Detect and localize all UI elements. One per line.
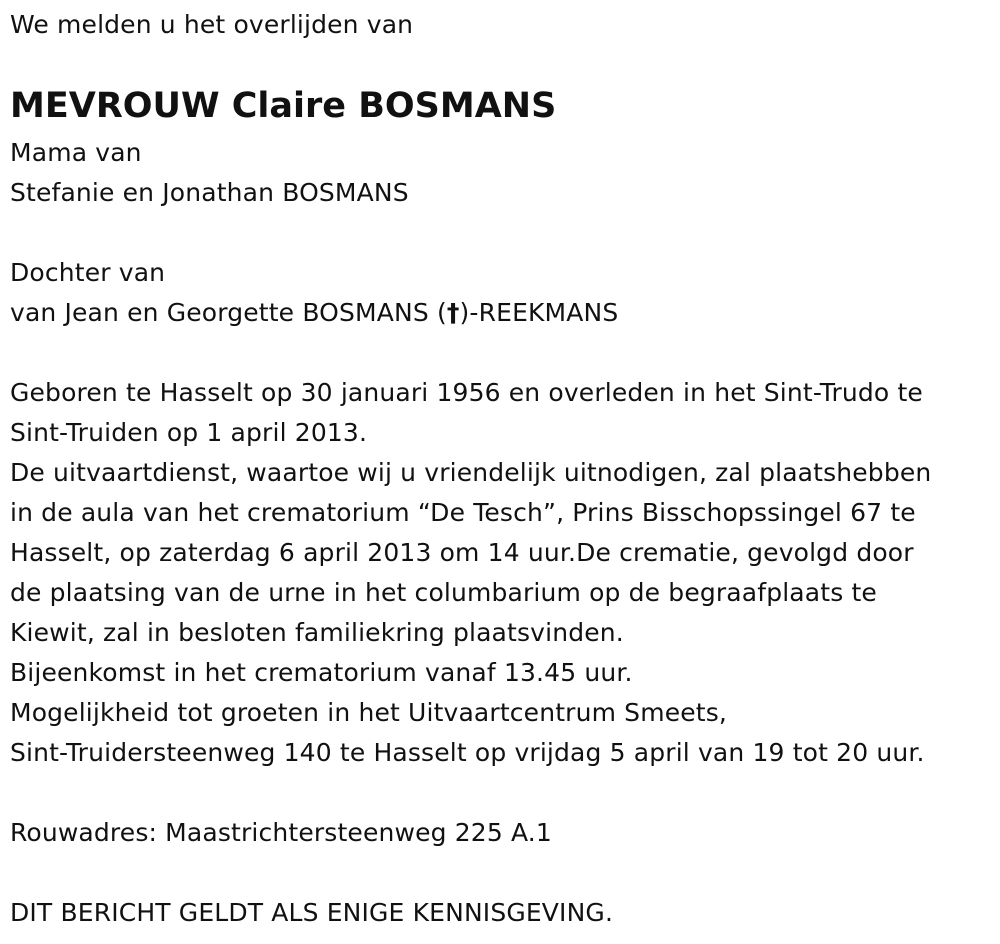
parents-text-before: van Jean en Georgette BOSMANS ( — [10, 298, 447, 327]
daughter-of-section — [10, 253, 618, 333]
mama-label: Mama van — [10, 138, 142, 167]
parents-names — [10, 293, 618, 333]
cross-icon: † — [446, 298, 460, 327]
body-line: de plaatsing van de urne in het columbarium op de begraafplaats te — [10, 578, 877, 607]
body-line: Geboren te Hasselt op 30 januari 1956 en overleden in het Sint-Trudo te — [10, 378, 923, 407]
children-names: Stefanie en Jonathan BOSMANS — [10, 178, 409, 207]
body-line: Sint-Truidersteenweg 140 te Hasselt op vrijdag 5 april van 19 tot 20 uur. — [10, 738, 925, 767]
body-line: Hasselt, op zaterdag 6 april 2013 om 14 uur.De crematie, gevolgd door — [10, 538, 914, 567]
ceremony-details — [10, 373, 931, 773]
mourning-address: Rouwadres: Maastrichtersteenweg 225 A.1 — [10, 818, 552, 847]
body-line: Sint-Truiden op 1 april 2013. — [10, 418, 368, 447]
deceased-name: MEVROUW Claire BOSMANS — [10, 86, 557, 126]
closing-statement: DIT BERICHT GELDT ALS ENIGE KENNISGEVING. — [10, 898, 614, 927]
body-line: in de aula van het crematorium “De Tesch”, Prins Bisschopssingel 67 te — [10, 498, 916, 527]
body-line: Bijeenkomst in het crematorium vanaf 13.45 uur. — [10, 658, 633, 687]
mother-of-section — [10, 133, 409, 213]
body-line: De uitvaartdienst, waartoe wij u vriendelijk uitnodigen, zal plaatshebben — [10, 458, 932, 487]
body-line: Mogelijkheid tot groeten in het Uitvaartcentrum Smeets, — [10, 698, 727, 727]
parents-text-after: )-REEKMANS — [459, 298, 619, 327]
intro-text: We melden u het overlijden van — [10, 10, 414, 39]
daughter-label: Dochter van — [10, 258, 166, 287]
mourning-address-section — [10, 813, 552, 853]
closing-section — [10, 893, 613, 933]
body-line: Kiewit, zal in besloten familiekring plaatsvinden. — [10, 618, 624, 647]
